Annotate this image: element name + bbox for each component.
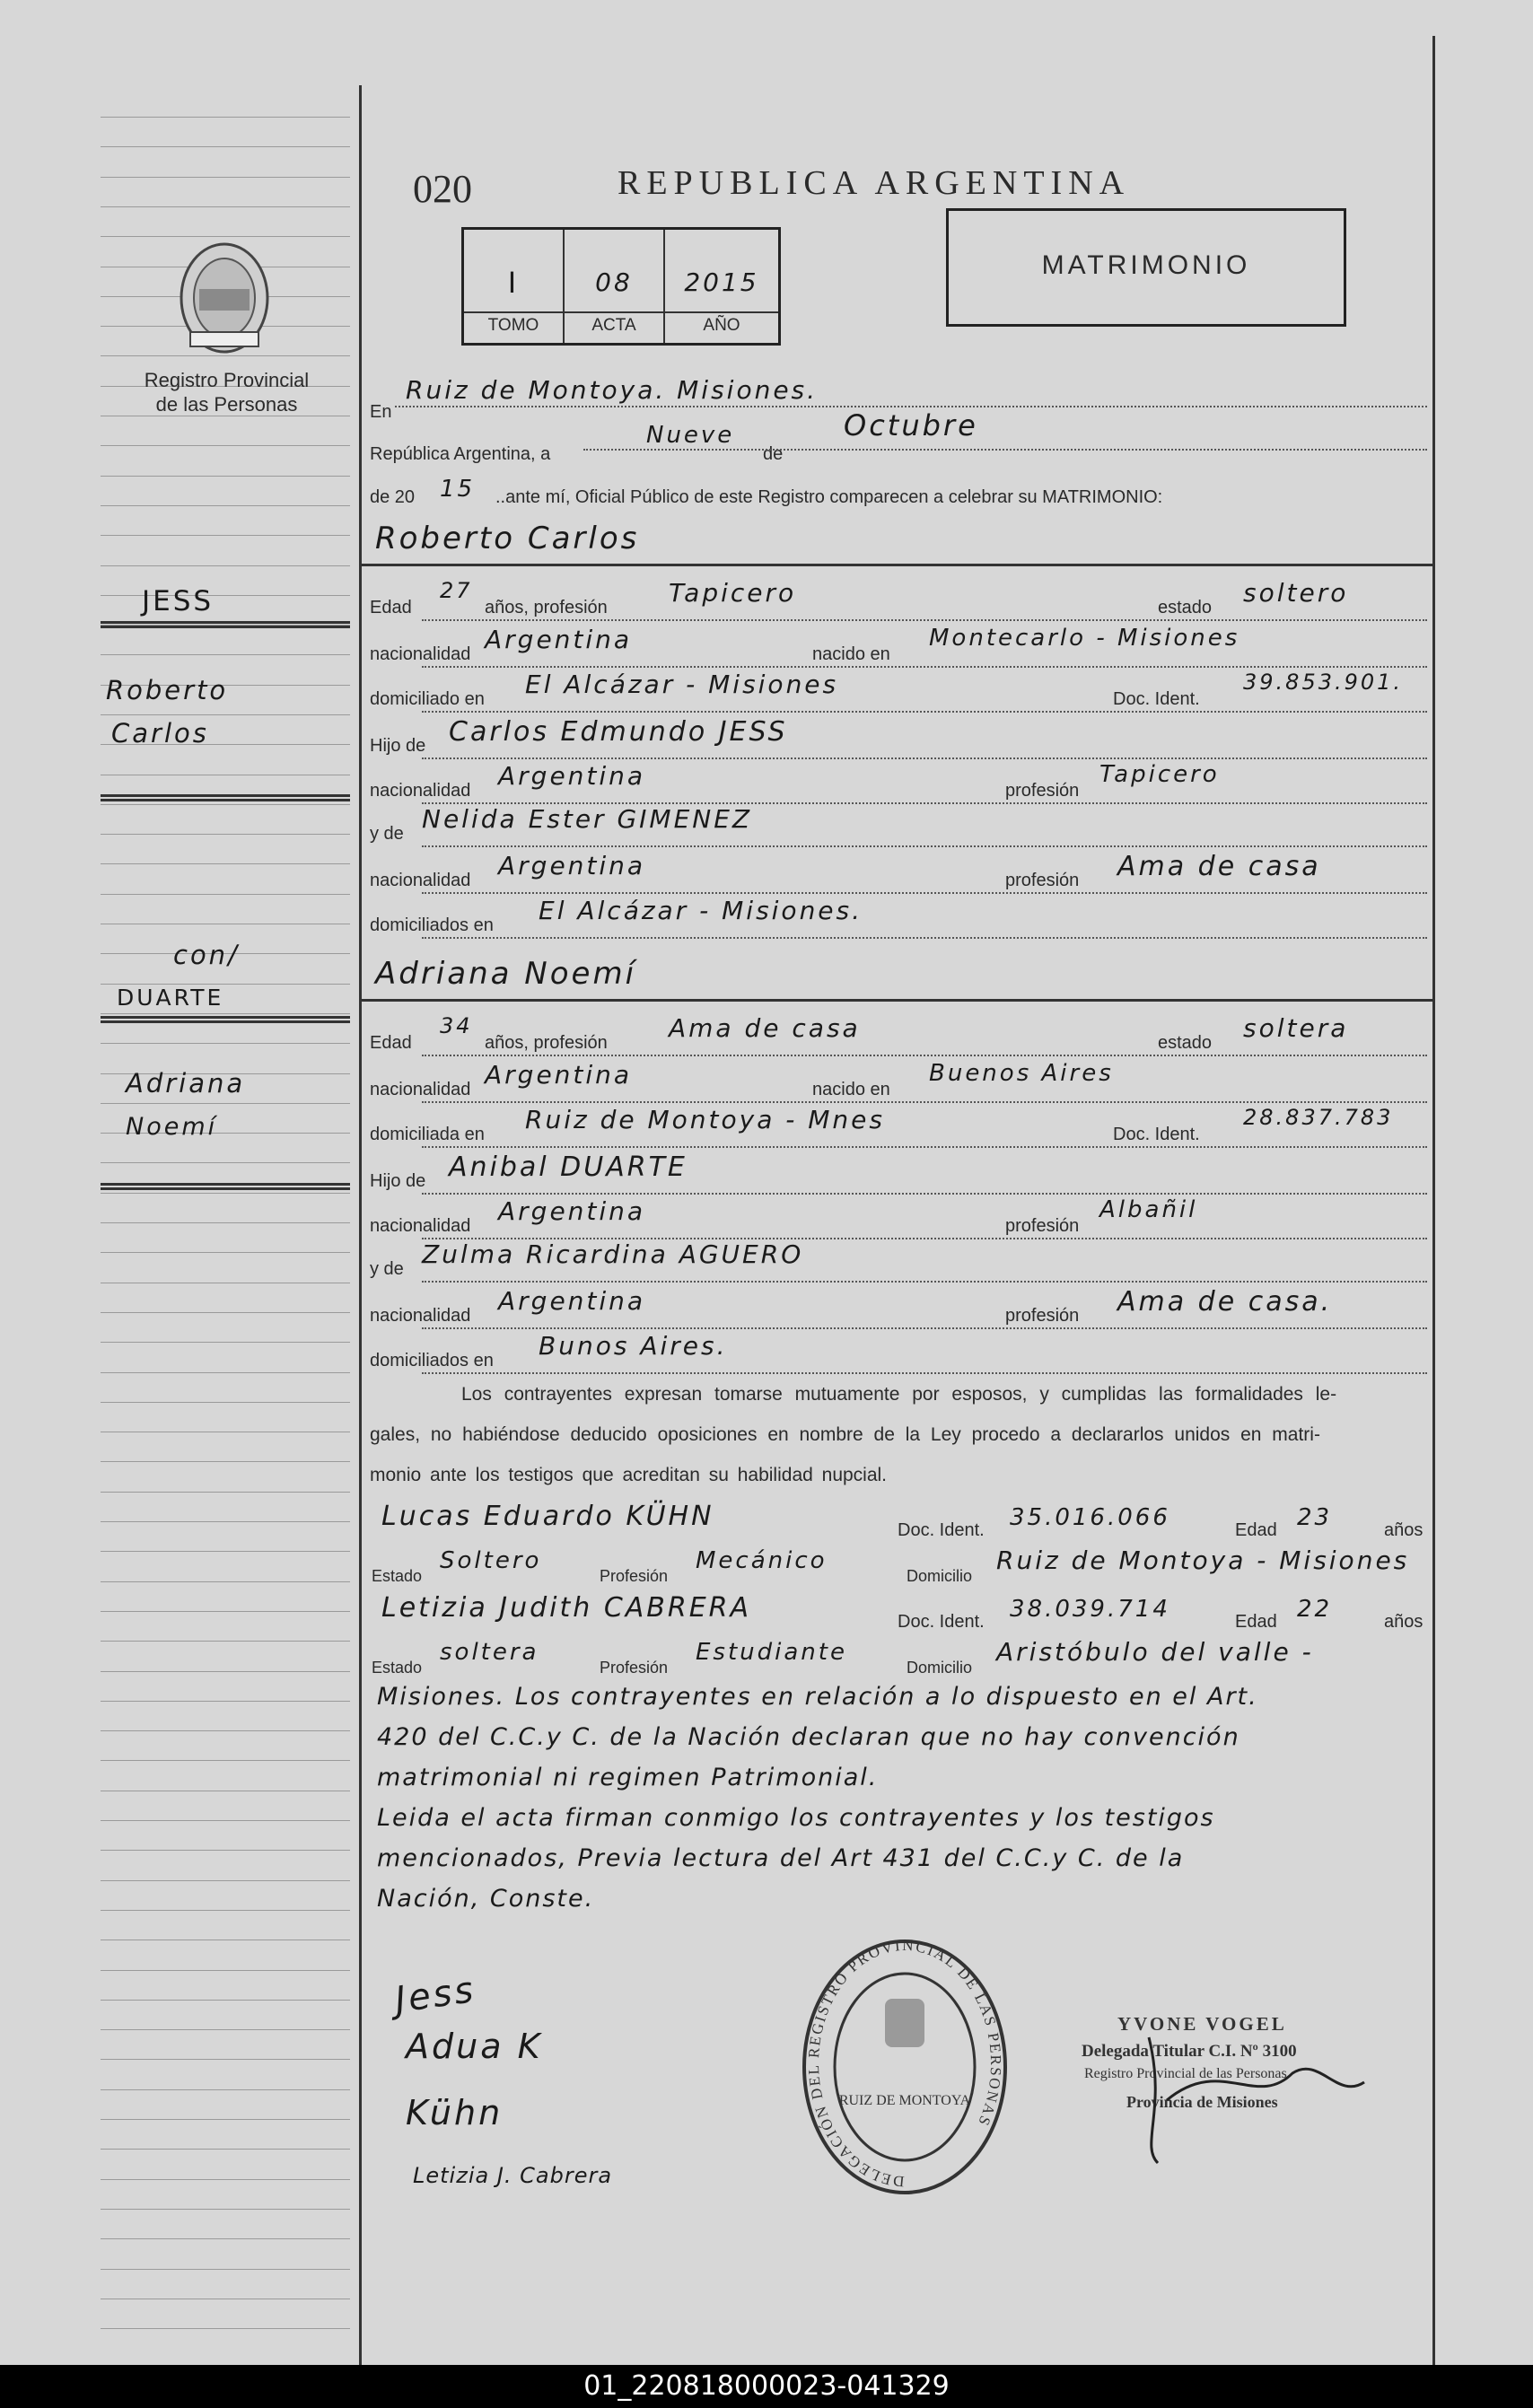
witness-2-estado-label: Estado bbox=[372, 1659, 423, 1677]
month-value: Octubre bbox=[844, 408, 978, 442]
person-bride-mother-nationality: Argentina bbox=[498, 1286, 646, 1316]
person-groom-name: Roberto Carlos bbox=[375, 521, 640, 556]
witness-1-domicilio-label: Domicilio bbox=[907, 1567, 973, 1585]
person-groom-separator bbox=[362, 564, 1432, 566]
person-groom-row-line-8 bbox=[422, 937, 1427, 939]
person-bride-father-nacionalidad-label: nacionalidad bbox=[370, 1216, 471, 1236]
person-bride-edad-label: Edad bbox=[370, 1033, 412, 1053]
acta-value: 08 bbox=[595, 267, 633, 297]
person-groom-domicilio-label: domiciliado en bbox=[370, 689, 485, 709]
person-groom-anios-label: años, profesión bbox=[485, 598, 608, 617]
person-bride-doc-label: Doc. Ident. bbox=[1113, 1125, 1200, 1144]
tomo-value: I bbox=[507, 266, 520, 300]
person-groom-age: 27 bbox=[440, 578, 473, 603]
margin-groom-name-1: Roberto bbox=[106, 675, 229, 705]
witness-1-anios-label: años bbox=[1384, 1520, 1424, 1540]
person-groom-father-nacionalidad-label: nacionalidad bbox=[370, 781, 471, 801]
margin-bride-surname: DUARTE bbox=[117, 985, 224, 1011]
person-bride-row-line-7 bbox=[422, 1327, 1427, 1329]
person-bride-mother-profesion-label: profesión bbox=[1005, 1306, 1080, 1326]
person-bride-row-line-8 bbox=[422, 1372, 1427, 1374]
official-name: YVONE VOGEL bbox=[1117, 2013, 1287, 2035]
provincial-emblem-icon bbox=[171, 235, 278, 361]
margin-bride-name-1: Adriana bbox=[126, 1068, 246, 1099]
person-bride-status: soltera bbox=[1243, 1013, 1349, 1043]
witness-1-status: Soltero bbox=[440, 1547, 542, 1574]
margin-groom-name-2: Carlos bbox=[111, 718, 209, 749]
registry-line-2: de las Personas bbox=[155, 393, 298, 416]
anio-label: AÑO bbox=[703, 316, 740, 335]
witness-2-status: soltera bbox=[440, 1639, 539, 1666]
note-line-2: 420 del C.C.y C. de la Nación declaran que no hay convención bbox=[377, 1723, 1240, 1751]
person-bride-father-profession: Albañil bbox=[1099, 1196, 1198, 1223]
person-groom-father-profession: Tapicero bbox=[1099, 761, 1220, 788]
person-bride-hijo-label: Hijo de bbox=[370, 1171, 426, 1191]
person-groom-father-profesion-label: profesión bbox=[1005, 781, 1080, 801]
seal-ring-text: DELEGACIÓN DEL REGISTRO PROVINCIAL DE LAS PERSONAS bbox=[804, 1936, 1005, 2191]
person-bride-row-line-1 bbox=[422, 1055, 1427, 1056]
witness-1-address: Ruiz de Montoya - Misiones bbox=[996, 1545, 1410, 1575]
person-groom-edad-label: Edad bbox=[370, 598, 412, 617]
year-suffix: 15 bbox=[440, 476, 476, 503]
person-bride-separator bbox=[362, 999, 1432, 1002]
person-groom-mother-nacionalidad-label: nacionalidad bbox=[370, 871, 471, 890]
person-groom-mother-profession: Ama de casa bbox=[1117, 851, 1321, 882]
tomo-label: TOMO bbox=[487, 316, 539, 335]
person-bride-father-profesion-label: profesión bbox=[1005, 1216, 1080, 1236]
person-groom-row-line-1 bbox=[422, 619, 1427, 621]
person-bride-name: Adriana Noemí bbox=[375, 956, 637, 992]
witness-1-name: Lucas Eduardo KÜHN bbox=[381, 1501, 714, 1532]
signature-bride: Adua K bbox=[406, 2027, 543, 2066]
acta-label: ACTA bbox=[591, 316, 636, 335]
person-groom-mother-profesion-label: profesión bbox=[1005, 871, 1080, 890]
place-line bbox=[395, 406, 1427, 407]
person-bride-nationality: Argentina bbox=[485, 1060, 633, 1090]
note-line-5: mencionados, Previa lectura del Art 431 del C.C.y C. de la bbox=[377, 1844, 1185, 1872]
document-code: 01_220818000023-041329 bbox=[583, 2370, 950, 2402]
person-groom-profession: Tapicero bbox=[669, 578, 797, 608]
witness-1-profesion-label: Profesión bbox=[600, 1567, 669, 1585]
person-groom-hijo-label: Hijo de bbox=[370, 736, 426, 756]
witness-1-profession: Mecánico bbox=[696, 1547, 828, 1574]
witness-2-domicilio-label: Domicilio bbox=[907, 1659, 973, 1677]
person-bride-anios-label: años, profesión bbox=[485, 1033, 608, 1053]
de-label: de bbox=[763, 444, 784, 464]
person-groom-status: soltero bbox=[1243, 578, 1349, 608]
person-bride-row-line-6 bbox=[422, 1281, 1427, 1283]
witness-2-profession: Estudiante bbox=[696, 1639, 847, 1666]
margin-con: con/ bbox=[173, 940, 240, 970]
declaration-line-3: monio ante los testigos que acreditan su habilidad nupcial. bbox=[370, 1465, 888, 1485]
witness-1-doc: 35.016.066 bbox=[1010, 1504, 1170, 1531]
witness-1-age: 23 bbox=[1297, 1504, 1333, 1531]
person-bride-birthplace: Buenos Aires bbox=[929, 1060, 1114, 1087]
en-label: En bbox=[370, 402, 392, 422]
person-groom-row-line-6 bbox=[422, 845, 1427, 847]
person-groom-doc-label: Doc. Ident. bbox=[1113, 689, 1200, 709]
person-bride-mother-nacionalidad-label: nacionalidad bbox=[370, 1306, 471, 1326]
anio-value: 2015 bbox=[684, 267, 759, 297]
person-bride-parents-residence: Bunos Aires. bbox=[539, 1331, 728, 1361]
person-groom-nacionalidad-label: nacionalidad bbox=[370, 644, 471, 664]
person-bride-yde-label: y de bbox=[370, 1259, 404, 1279]
person-groom-mother: Nelida Ester GIMENEZ bbox=[422, 804, 753, 834]
registry-line-1: Registro Provincial bbox=[144, 369, 310, 391]
person-groom-domiciliados-label: domiciliados en bbox=[370, 915, 494, 935]
record-index-table bbox=[461, 227, 781, 346]
signature-groom: Jess bbox=[392, 1968, 478, 2022]
registry-name bbox=[117, 368, 337, 416]
person-bride-domicilio-label: domiciliada en bbox=[370, 1125, 485, 1144]
person-bride-row-line-2 bbox=[422, 1101, 1427, 1103]
note-line-1: Misiones. Los contrayentes en relación a lo dispuesto en el Art. bbox=[377, 1683, 1258, 1711]
person-groom-residence: El Alcázar - Misiones bbox=[525, 670, 839, 699]
declaration-line-2: gales, no habiéndose deducido oposiciones en nombre de la Ley procedo a declararlos unidos en matri- bbox=[370, 1424, 1320, 1445]
witness-2-profesion-label: Profesión bbox=[600, 1659, 669, 1677]
official-title: Delegada Titular C.I. Nº 3100 bbox=[1082, 2042, 1297, 2061]
person-bride-residence: Ruiz de Montoya - Mnes bbox=[525, 1105, 885, 1134]
note-line-6: Nación, Conste. bbox=[377, 1885, 595, 1913]
person-groom-row-line-4 bbox=[422, 757, 1427, 759]
note-line-3: matrimonial ni regimen Patrimonial. bbox=[377, 1764, 879, 1791]
person-groom-row-line-7 bbox=[422, 892, 1427, 894]
act-type: MATRIMONIO bbox=[1041, 250, 1251, 280]
date-line bbox=[583, 449, 1427, 451]
note-line-4: Leida el acta firman conmigo los contrayentes y los testigos bbox=[377, 1804, 1215, 1832]
person-bride-father-nationality: Argentina bbox=[498, 1196, 646, 1226]
signature-witness-2: Letizia J. Cabrera bbox=[413, 2163, 613, 2188]
person-bride-nacido-label: nacido en bbox=[812, 1080, 890, 1099]
person-bride-row-line-3 bbox=[422, 1146, 1427, 1148]
declaration-line-1: Los contrayentes expresan tomarse mutuamente por esposos, y cumplidas las formalidades le- bbox=[461, 1384, 1337, 1405]
witness-1-estado-label: Estado bbox=[372, 1567, 423, 1585]
seal-center-text: RUIZ DE MONTOYA bbox=[838, 2093, 971, 2108]
person-bride-profession: Ama de casa bbox=[669, 1013, 861, 1043]
signature-witness-1: Kühn bbox=[406, 2093, 504, 2132]
year-prefix: de 20 bbox=[370, 487, 416, 507]
person-bride-mother-profession: Ama de casa. bbox=[1117, 1286, 1333, 1318]
witness-2-doc: 38.039.714 bbox=[1010, 1596, 1170, 1623]
person-groom-row-line-2 bbox=[422, 666, 1427, 668]
witness-2-anios-label: años bbox=[1384, 1612, 1424, 1632]
place-value: Ruiz de Montoya. Misiones. bbox=[406, 375, 819, 405]
margin-groom-surname: JESS bbox=[142, 585, 215, 617]
day-value: Nueve bbox=[646, 422, 735, 449]
person-groom-row-line-3 bbox=[422, 711, 1427, 713]
witness-2-age: 22 bbox=[1297, 1596, 1333, 1623]
margin-bride-name-2: Noemí bbox=[126, 1113, 218, 1141]
person-groom-parents-residence: El Alcázar - Misiones. bbox=[539, 896, 863, 925]
witness-1-edad-label: Edad bbox=[1235, 1520, 1277, 1540]
person-groom-birthplace: Montecarlo - Misiones bbox=[929, 625, 1240, 652]
margin-divider bbox=[359, 85, 362, 2365]
person-bride-mother: Zulma Ricardina AGUERO bbox=[422, 1239, 804, 1269]
witness-2-doc-label: Doc. Ident. bbox=[898, 1612, 985, 1632]
person-groom-father-nationality: Argentina bbox=[498, 761, 646, 791]
person-groom-father: Carlos Edmundo JESS bbox=[449, 716, 788, 748]
republica-label: República Argentina, a bbox=[370, 444, 551, 464]
person-groom-estado-label: estado bbox=[1158, 598, 1213, 617]
witness-2-name: Letizia Judith CABRERA bbox=[381, 1592, 752, 1624]
person-bride-father: Anibal DUARTE bbox=[449, 1151, 688, 1183]
act-type-box bbox=[946, 208, 1346, 327]
person-groom-mother-nationality: Argentina bbox=[498, 851, 646, 880]
official-signature-icon bbox=[1113, 2001, 1373, 2172]
person-groom-nacido-label: nacido en bbox=[812, 644, 890, 664]
right-border bbox=[1432, 36, 1435, 2365]
person-groom-nationality: Argentina bbox=[485, 625, 633, 654]
witness-2-edad-label: Edad bbox=[1235, 1612, 1277, 1632]
person-groom-yde-label: y de bbox=[370, 824, 404, 844]
registry-seal-icon bbox=[797, 1934, 1012, 2203]
witness-1-doc-label: Doc. Ident. bbox=[898, 1520, 985, 1540]
person-bride-age: 34 bbox=[440, 1013, 473, 1038]
certificate-number: 020 bbox=[413, 167, 472, 211]
person-bride-estado-label: estado bbox=[1158, 1033, 1213, 1053]
person-groom-doc: 39.853.901. bbox=[1243, 670, 1404, 695]
person-bride-doc: 28.837.783 bbox=[1243, 1105, 1394, 1130]
person-bride-domiciliados-label: domiciliados en bbox=[370, 1351, 494, 1370]
official-registry: Registro Provincial de las Personas bbox=[1084, 2066, 1287, 2081]
country-heading: REPUBLICA ARGENTINA bbox=[618, 164, 1131, 202]
person-bride-nacionalidad-label: nacionalidad bbox=[370, 1080, 471, 1099]
official-province: Provincia de Misiones bbox=[1126, 2093, 1278, 2111]
intro-text: ..ante mí, Oficial Público de este Registro comparecen a celebrar su MATRIMONIO: bbox=[495, 487, 1163, 507]
person-bride-row-line-4 bbox=[422, 1193, 1427, 1195]
witness-2-address: Aristóbulo del valle - bbox=[996, 1637, 1314, 1667]
